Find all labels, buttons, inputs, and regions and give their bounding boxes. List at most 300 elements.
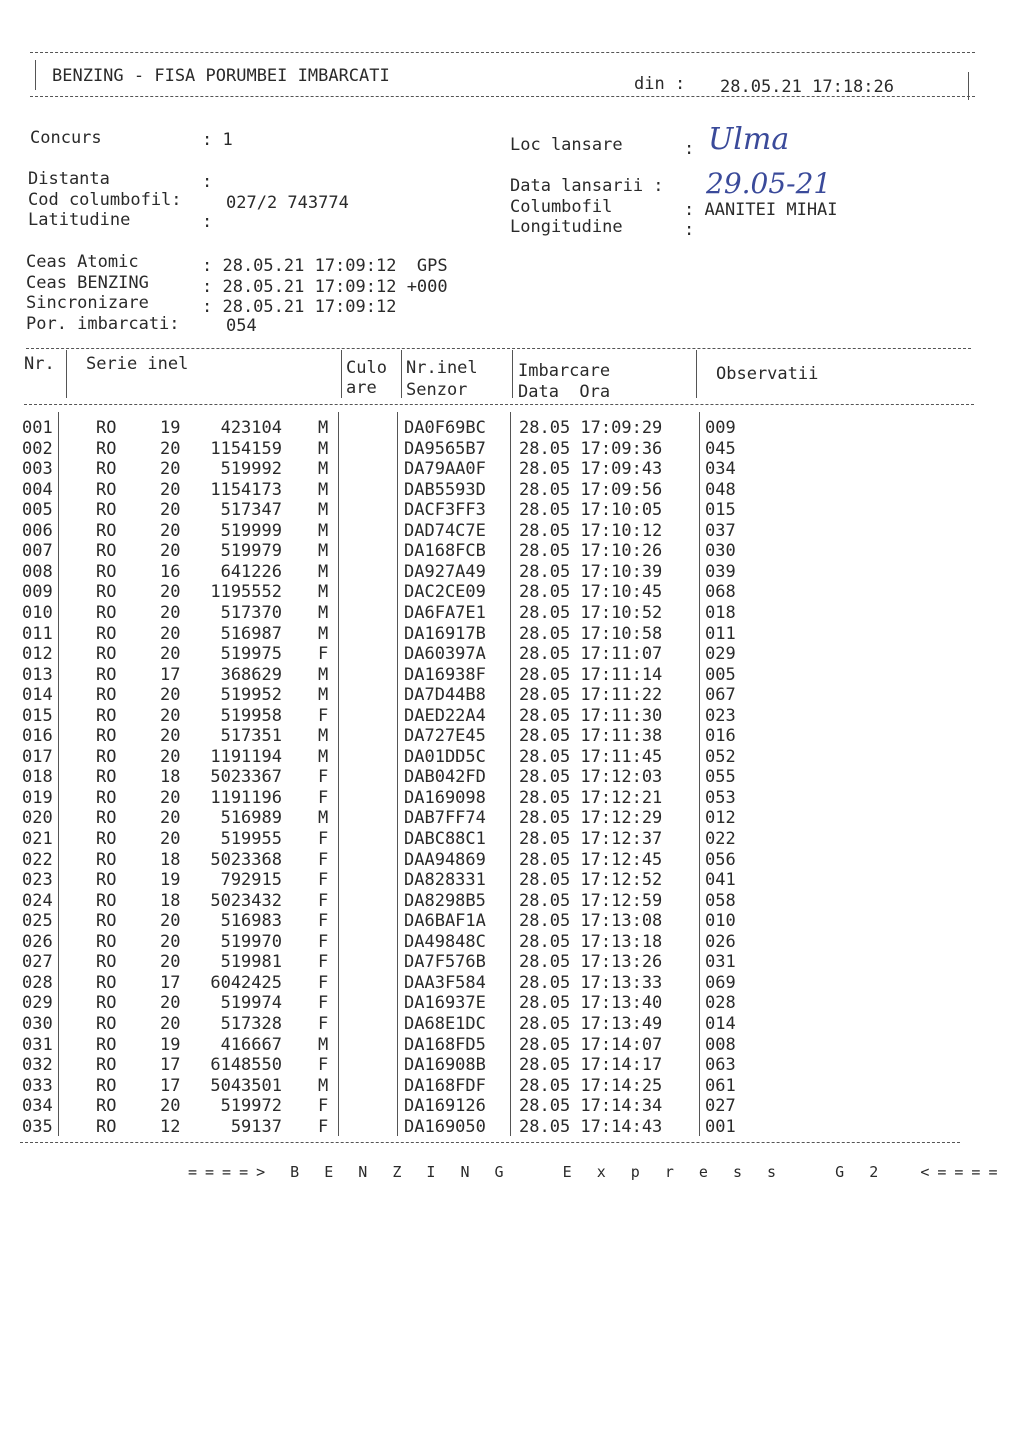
observation: 063 [705,1055,736,1076]
sex: F [318,787,329,808]
country-code: RO [96,418,117,438]
table-row [0,541,1024,561]
ceas-atomic-label: Ceas Atomic [26,252,139,272]
row-number: 004 [22,479,53,500]
table-row [0,993,1024,1013]
boarding-datetime: 28.05 17:12:37 [519,829,663,849]
ring-year: 20 [160,541,181,562]
header-nr-inel: Nr.inel [406,358,478,378]
ring-number: 519999 [220,520,282,541]
sex: F [318,1055,329,1076]
ceas-benzing-value: : 28.05.21 17:09:12 +000 [202,277,448,297]
sex: F [318,767,329,788]
sex: M [318,808,329,829]
ring-number: 59137 [230,1116,282,1137]
sex: M [318,746,329,767]
observation: 031 [705,952,736,973]
sex: F [318,890,329,911]
country-code: RO [96,952,117,973]
boarding-datetime: 28.05 17:12:59 [519,890,663,911]
sensor-id: DAD74C7E [404,520,486,541]
row-number: 001 [22,418,53,438]
ring-year: 20 [160,623,181,644]
ring-year: 20 [160,993,181,1014]
ring-number: 519992 [220,459,282,480]
data-lansarii-label: Data lansarii : [510,176,664,196]
columbofil-label: Columbofil [510,197,613,217]
table-row [0,459,1024,479]
observation: 029 [705,644,736,665]
boarding-datetime: 28.05 17:13:08 [519,911,663,932]
table-row [0,582,1024,602]
table-row [0,706,1024,726]
table-row [0,932,1024,952]
ring-year: 20 [160,808,181,829]
ring-number: 517328 [220,1013,282,1034]
header-left-border [35,60,36,90]
sensor-id: DAC2CE09 [404,582,486,603]
sincronizare-value: : 28.05.21 17:09:12 [202,297,397,317]
loc-lansare-handwritten: Ulma [708,122,790,157]
ring-number: 1191194 [210,746,282,767]
row-number: 030 [22,1013,53,1034]
row-number: 002 [22,438,53,459]
body-divider-sensor [510,412,511,1136]
ring-year: 20 [160,685,181,706]
ring-year: 20 [160,459,181,480]
sex: F [318,1116,329,1137]
ring-number: 1195552 [210,582,282,603]
sex: F [318,870,329,891]
sex: F [318,952,329,973]
ring-number: 5023432 [210,890,282,911]
ring-number: 641226 [220,561,282,582]
sensor-id: DA16908B [404,1055,486,1076]
row-number: 023 [22,870,53,891]
boarding-datetime: 28.05 17:10:05 [519,500,663,521]
sensor-id: DACF3FF3 [404,500,486,521]
sex: F [318,705,329,726]
row-number: 034 [22,1096,53,1117]
ring-number: 517370 [220,602,282,623]
ring-number: 5043501 [210,1075,282,1096]
observation: 015 [705,500,736,521]
sex: M [318,438,329,459]
observation: 056 [705,849,736,870]
row-number: 012 [22,644,53,665]
country-code: RO [96,993,117,1014]
header-observatii: Observatii [716,364,819,384]
boarding-datetime: 28.05 17:14:07 [519,1034,663,1055]
sensor-id: DA16937E [404,993,486,1014]
ring-year: 19 [160,418,181,438]
longitudine-label: Longitudine [510,217,623,237]
country-code: RO [96,1096,117,1117]
printed-date-label: din : [634,74,686,94]
ring-number: 516987 [220,623,282,644]
ring-year: 18 [160,849,181,870]
country-code: RO [96,808,117,829]
sex: F [318,993,329,1014]
header-serie-inel: Serie inel [86,354,189,374]
table-row [0,829,1024,849]
boarding-datetime: 28.05 17:10:39 [519,561,663,582]
footer-brand-line: ====> B E N Z I N G E x p r e s s G 2 <==== [188,1163,1006,1181]
table-bottom-border [20,1142,960,1143]
country-code: RO [96,623,117,644]
col-divider-culo-left [341,350,342,398]
boarding-datetime: 28.05 17:14:25 [519,1075,663,1096]
body-divider-culo-right [397,412,398,1136]
ring-number: 6042425 [210,972,282,993]
row-number: 031 [22,1034,53,1055]
country-code: RO [96,890,117,911]
boarding-datetime: 28.05 17:12:52 [519,870,663,891]
ring-number: 517347 [220,500,282,521]
boarding-datetime: 28.05 17:12:29 [519,808,663,829]
table-row [0,562,1024,582]
country-code: RO [96,911,117,932]
sex: M [318,664,329,685]
sex: F [318,931,329,952]
country-code: RO [96,520,117,541]
boarding-datetime: 28.05 17:10:52 [519,602,663,623]
sex: M [318,418,329,438]
observation: 030 [705,541,736,562]
sensor-id: DA01DD5C [404,746,486,767]
sex: M [318,1034,329,1055]
table-row [0,480,1024,500]
country-code: RO [96,459,117,480]
header-senzor: Senzor [406,380,468,400]
country-code: RO [96,870,117,891]
ceas-atomic-value: : 28.05.21 17:09:12 GPS [202,256,448,276]
row-number: 007 [22,541,53,562]
row-number: 032 [22,1055,53,1076]
table-row [0,603,1024,623]
table-row [0,973,1024,993]
document-title: BENZING - FISA PORUMBEI IMBARCATI [52,66,390,86]
observation: 034 [705,459,736,480]
porumbei-imbarcati-value: 054 [226,316,257,336]
ring-year: 20 [160,931,181,952]
sensor-id: DA6FA7E1 [404,602,486,623]
sensor-id: DA168FD5 [404,1034,486,1055]
sensor-id: DA169098 [404,787,486,808]
sensor-id: DA79AA0F [404,459,486,480]
boarding-datetime: 28.05 17:11:30 [519,705,663,726]
table-row [0,1096,1024,1116]
boarding-datetime: 28.05 17:10:58 [519,623,663,644]
ring-year: 17 [160,1055,181,1076]
cod-columbofil-label: Cod columbofil: [28,190,182,210]
observation: 027 [705,1096,736,1117]
sex: M [318,541,329,562]
table-row [0,439,1024,459]
sensor-id: DA7D44B8 [404,685,486,706]
boarding-datetime: 28.05 17:09:56 [519,479,663,500]
sensor-id: DA828331 [404,870,486,891]
sensor-id: DAB5593D [404,479,486,500]
observation: 001 [705,1116,736,1137]
row-number: 017 [22,746,53,767]
table-row [0,911,1024,931]
country-code: RO [96,767,117,788]
sensor-id: DA727E45 [404,726,486,747]
sensor-id: DAA3F584 [404,972,486,993]
observation: 039 [705,561,736,582]
ring-number: 1154173 [210,479,282,500]
latitudine-label: Latitudine [28,210,131,230]
ring-year: 17 [160,664,181,685]
sensor-id: DA0F69BC [404,418,486,438]
table-row [0,1014,1024,1034]
ring-number: 519974 [220,993,282,1014]
row-number: 013 [22,664,53,685]
observation: 067 [705,685,736,706]
table-row [0,644,1024,664]
sex: M [318,602,329,623]
table-row [0,500,1024,520]
observation: 008 [705,1034,736,1055]
header-imbarcare: Imbarcare [518,361,611,381]
boarding-datetime: 28.05 17:10:12 [519,520,663,541]
boarding-datetime: 28.05 17:13:33 [519,972,663,993]
observation: 005 [705,664,736,685]
row-number: 022 [22,849,53,870]
boarding-datetime: 28.05 17:10:26 [519,541,663,562]
sensor-id: DA9565B7 [404,438,486,459]
table-row [0,850,1024,870]
row-number: 006 [22,520,53,541]
concurs-label: Concurs [30,128,102,148]
ring-number: 519952 [220,685,282,706]
row-number: 027 [22,952,53,973]
ring-number: 368629 [220,664,282,685]
country-code: RO [96,644,117,665]
ring-number: 1154159 [210,438,282,459]
ring-year: 16 [160,561,181,582]
boarding-datetime: 28.05 17:13:18 [519,931,663,952]
columbofil-value: : AANITEI MIHAI [684,200,838,220]
col-divider-nr [66,350,67,398]
boarding-datetime: 28.05 17:13:49 [519,1013,663,1034]
ring-year: 17 [160,1075,181,1096]
sex: F [318,911,329,932]
country-code: RO [96,664,117,685]
ring-year: 20 [160,746,181,767]
row-number: 025 [22,911,53,932]
observation: 009 [705,418,736,438]
country-code: RO [96,438,117,459]
country-code: RO [96,1034,117,1055]
table-row [0,891,1024,911]
sex: F [318,829,329,849]
ring-year: 18 [160,890,181,911]
sensor-id: DA60397A [404,644,486,665]
sensor-id: DAED22A4 [404,705,486,726]
row-number: 021 [22,829,53,849]
observation: 048 [705,479,736,500]
distanta-label: Distanta [28,169,110,189]
sincronizare-label: Sincronizare [26,293,149,313]
porumbei-imbarcati-label: Por. imbarcati: [26,314,180,334]
observation: 023 [705,705,736,726]
country-code: RO [96,1116,117,1137]
row-number: 009 [22,582,53,603]
cod-columbofil-value: 027/2 743774 [226,193,349,213]
ring-year: 20 [160,602,181,623]
loc-lansare-separator: : [684,139,695,159]
observation: 037 [705,520,736,541]
table-row [0,747,1024,767]
country-code: RO [96,561,117,582]
ring-number: 516983 [220,911,282,932]
observation: 026 [705,931,736,952]
sex: M [318,623,329,644]
row-number: 018 [22,767,53,788]
table-top-border [26,348,971,349]
table-row [0,726,1024,746]
boarding-datetime: 28.05 17:13:26 [519,952,663,973]
sex: M [318,459,329,480]
country-code: RO [96,746,117,767]
ceas-benzing-label: Ceas BENZING [26,273,149,293]
ring-year: 20 [160,644,181,665]
sensor-id: DA169126 [404,1096,486,1117]
header-culo: Culo [346,358,387,378]
boarding-datetime: 28.05 17:12:21 [519,787,663,808]
header-top-border [30,52,975,53]
ring-year: 20 [160,952,181,973]
ring-number: 792915 [220,870,282,891]
observation: 068 [705,582,736,603]
sex: F [318,849,329,870]
ring-year: 20 [160,726,181,747]
table-row [0,624,1024,644]
row-number: 019 [22,787,53,808]
header-bottom-border [30,96,975,97]
ring-year: 12 [160,1116,181,1137]
printed-date-value: 28.05.21 17:18:26 [720,77,894,97]
ring-year: 20 [160,787,181,808]
ring-number: 519972 [220,1096,282,1117]
ring-number: 5023367 [210,767,282,788]
boarding-datetime: 28.05 17:14:43 [519,1116,663,1137]
table-row [0,808,1024,828]
ring-year: 20 [160,500,181,521]
observation: 028 [705,993,736,1014]
table-row [0,1076,1024,1096]
row-number: 008 [22,561,53,582]
country-code: RO [96,479,117,500]
concurs-value: : 1 [202,130,233,150]
sex: F [318,1096,329,1117]
sensor-id: DA168FDF [404,1075,486,1096]
boarding-datetime: 28.05 17:11:38 [519,726,663,747]
ring-year: 20 [160,479,181,500]
observation: 016 [705,726,736,747]
header-are: are [346,378,377,398]
col-divider-imbarcare [696,350,697,398]
table-row [0,521,1024,541]
observation: 055 [705,767,736,788]
table-row [0,685,1024,705]
table-header-bottom-border [24,404,974,405]
boarding-datetime: 28.05 17:11:45 [519,746,663,767]
table-row [0,665,1024,685]
ring-number: 519970 [220,931,282,952]
ring-year: 20 [160,438,181,459]
sex: M [318,1075,329,1096]
country-code: RO [96,1055,117,1076]
observation: 010 [705,911,736,932]
body-divider-imbarcare [699,412,700,1136]
sensor-id: DA7F576B [404,952,486,973]
boarding-datetime: 28.05 17:09:29 [519,418,663,438]
sensor-id: DAB042FD [404,767,486,788]
sensor-id: DA16917B [404,623,486,644]
header-data-ora: Data Ora [518,382,611,402]
boarding-datetime: 28.05 17:11:14 [519,664,663,685]
body-divider-culo-left [338,412,339,1136]
ring-number: 519955 [220,829,282,849]
row-number: 010 [22,602,53,623]
sex: F [318,644,329,665]
row-number: 011 [22,623,53,644]
row-number: 015 [22,705,53,726]
ring-number: 519981 [220,952,282,973]
country-code: RO [96,602,117,623]
ring-year: 20 [160,1013,181,1034]
sensor-id: DAB7FF74 [404,808,486,829]
row-number: 003 [22,459,53,480]
boarding-datetime: 28.05 17:09:36 [519,438,663,459]
ring-number: 516989 [220,808,282,829]
sex: M [318,685,329,706]
ring-number: 517351 [220,726,282,747]
observation: 058 [705,890,736,911]
row-number: 014 [22,685,53,706]
table-row [0,788,1024,808]
ring-year: 20 [160,829,181,849]
boarding-datetime: 28.05 17:11:22 [519,685,663,706]
observation: 045 [705,438,736,459]
ring-year: 20 [160,1096,181,1117]
ring-year: 20 [160,911,181,932]
ring-number: 5023368 [210,849,282,870]
ring-year: 18 [160,767,181,788]
sensor-id: DA6BAF1A [404,911,486,932]
table-row [0,1035,1024,1055]
country-code: RO [96,972,117,993]
row-number: 033 [22,1075,53,1096]
country-code: RO [96,705,117,726]
row-number: 020 [22,808,53,829]
boarding-datetime: 28.05 17:13:40 [519,993,663,1014]
ring-number: 519975 [220,644,282,665]
row-number: 016 [22,726,53,747]
table-row [0,1055,1024,1075]
table-row [0,767,1024,787]
boarding-datetime: 28.05 17:14:17 [519,1055,663,1076]
ring-number: 519958 [220,705,282,726]
ring-year: 17 [160,972,181,993]
observation: 041 [705,870,736,891]
country-code: RO [96,500,117,521]
observation: 052 [705,746,736,767]
col-divider-sensor [512,350,513,398]
